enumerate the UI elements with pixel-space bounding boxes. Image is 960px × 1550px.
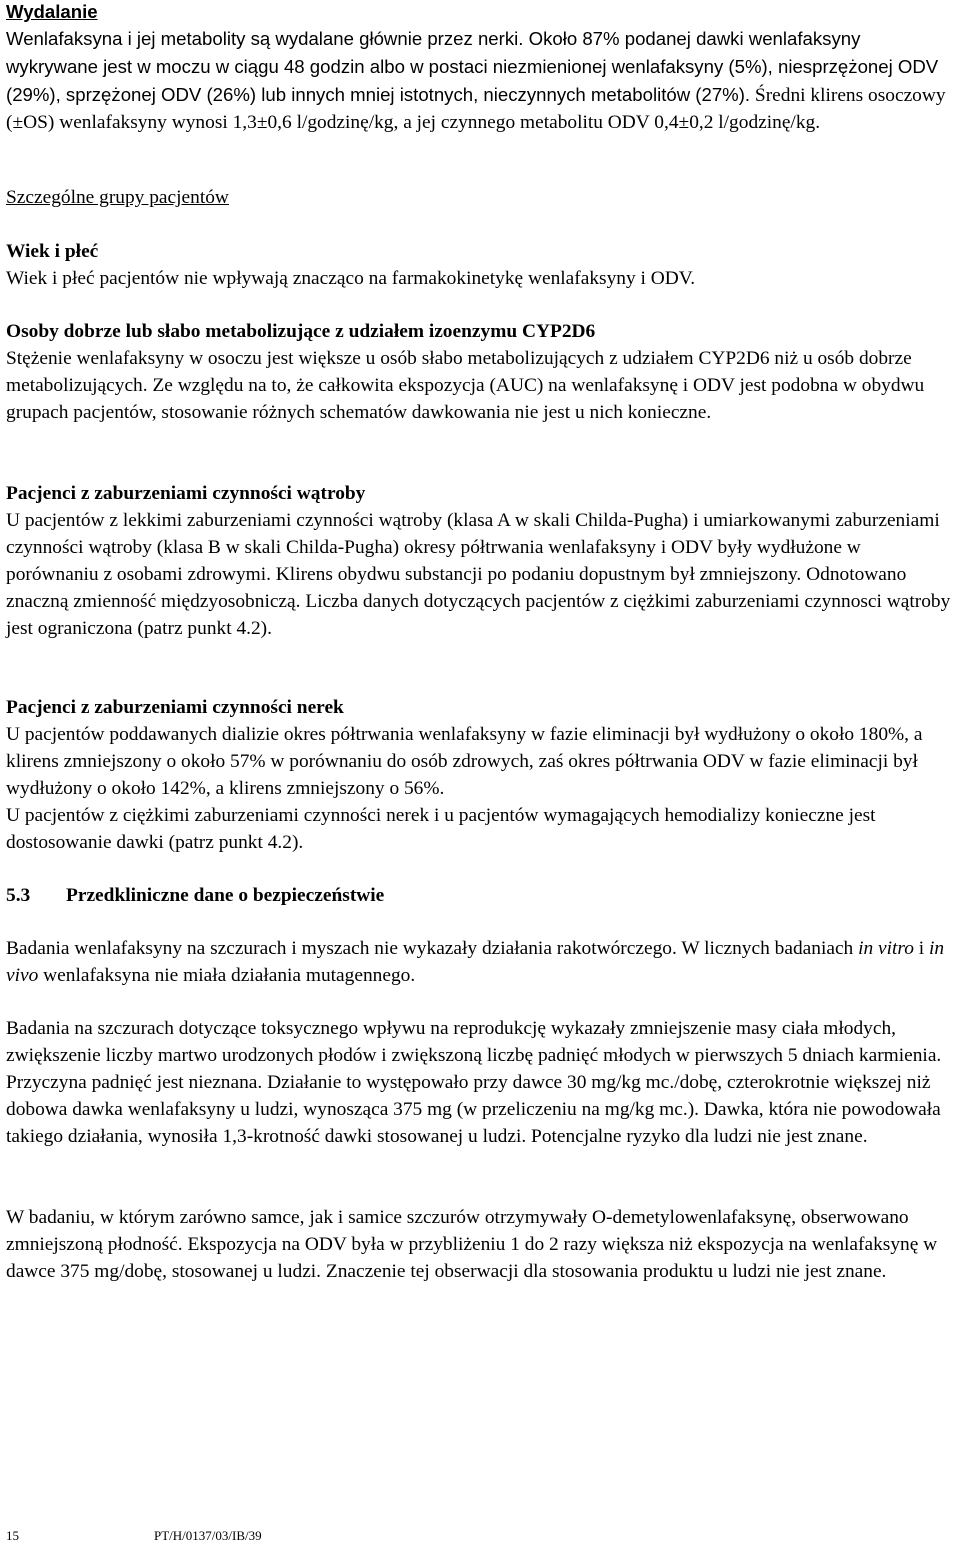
nerki-heading: Pacjenci z zaburzeniami czynności nerek: [6, 697, 344, 718]
osoby-heading: Osoby dobrze lub słabo metabolizujące z udziałem izoenzymu CYP2D6: [6, 321, 596, 342]
in-vitro-term: in vitro: [858, 938, 914, 959]
page-number: 15: [6, 1528, 19, 1543]
szczegolne-section: [6, 184, 956, 211]
nerki-text-1: U pacjentów poddawanych dializie okres półtrwania wenlafaksyny w fazie eliminacji był wydłużony o około 180%, a klirens zmniejszony o około 57% w porównaniu do osób zdrowych, zaś okres półtrwania ODV w fazie eliminacji był wydłużony o około 142%, a klirens zmniejszony o 56%.: [6, 724, 923, 800]
document-code: PT/H/0137/03/IB/39: [154, 1528, 262, 1543]
paragraph-1: [6, 935, 956, 989]
nerki-section: [6, 694, 956, 857]
wydalanie-text-sans: Wenlafaksyna i jej metabolity są wydalane głównie przez nerki. Około 87% podanej dawki wenlafaksyny wykrywane jest w moczu w ciągu 48 godzin albo w postaci niezmienionej wenlafaksyny (5%), niesprzężonej ODV (29%), sprzężonej ODV (26%) lub innych mniej istotnych, nieczynnych metabolitów (27%).: [6, 28, 939, 106]
section-number: 5.3: [6, 885, 31, 906]
paragraph-3-text: W badaniu, w którym zarówno samce, jak i samice szczurów otrzymywały O-demetylowenlafaksynę, obserwowano zmniejszoną płodność. Ekspozycja na ODV była w przybliżeniu 1 do 2 razy większa niż ekspozycja na wenlafaksynę w dawce 375 mg/dobę, stosowanej u ludzi. Znaczenie tej obserwacji dla stosowania produktu u ludzi nie jest znane.: [6, 1207, 938, 1283]
wiek-text: Wiek i płeć pacjentów nie wpływają znacząco na farmakokinetykę wenlafaksyny i ODV.: [6, 268, 696, 290]
section-5-3-heading: [6, 882, 956, 909]
wydalanie-heading: Wydalanie: [6, 1, 98, 22]
paragraph-2: [6, 1015, 956, 1150]
paragraph-2-text: Badania na szczurach dotyczące toksycznego wpływu na reprodukcję wykazały zmniejszenie masy ciała młodych, zwiększenie liczby martwo urodzonych płodów i zwiększoną liczbę padnięć młodych w pierwszych 5 dniach karmienia. Przyczyna padnięć jest nieznana. Działanie to występowało przy dawce 30 mg/kg mc./dobę, czterokrotnie większej niż dobowa dawka wenlafaksyny u ludzi, wynosząca 375 mg (w przeliczeniu na mg/kg mc.). Dawka, która nie powodowała takiego działania, wynosiła 1,3-krotność dawki stosowanej u ludzi. Potencjalne ryzyko dla ludzi nie jest znane.: [6, 1018, 942, 1148]
paragraph-1-text-c: wenlafaksyna nie miała działania mutagennego.: [38, 965, 416, 987]
nerki-text-2: U pacjentów z ciężkimi zaburzeniami czynności nerek i u pacjentów wymagających hemodializy konieczne jest dostosowanie dawki (patrz punkt 4.2).: [6, 805, 876, 854]
szczegolne-heading: Szczególne grupy pacjentów: [6, 187, 229, 208]
paragraph-1-text-a: Badania wenlafaksyny na szczurach i myszach nie wykazały działania rakotwórczego. W licznych badaniach: [6, 938, 859, 959]
wiek-heading: Wiek i płeć: [6, 241, 99, 262]
wydalanie-text-serif: Średni klirens osoczowy (±OS) wenlafaksyny wynosi 1,3±0,6 l/godzinę/kg, a jej czynnego metabolitu ODV 0,4±0,2 l/godzinę/kg.: [6, 85, 946, 134]
paragraph-1-text-b: i: [913, 938, 930, 959]
osoby-text: Stężenie wenlafaksyny w osoczu jest większe u osób słabo metabolizujących z udziałem CYP2D6 niż u osób dobrze metabolizujących. Ze względu na to, że całkowita ekspozycja (AUC) na wenlafaksynę i ODV jest podobna w obydwu grupach pacjentów, stosowanie różnych schematów dawkowania nie jest u nich konieczne.: [6, 348, 925, 424]
watroba-text: U pacjentów z lekkimi zaburzeniami czynności wątroby (klasa A w skali Childa-Pugha) i umiarkowanymi zaburzeniami czynności wątroby (klasa B w skali Childa-Pugha) okresy półtrwania wenlafaksyny i ODV były wydłużone w porównaniu z osobami zdrowymi. Klirens obydwu substancji po podaniu dopustnym był zmniejszony. Odnotowano znaczną zmienność międzyosobniczą. Liczba danych dotyczących pacjentów z ciężkimi zaburzeniami czynnosci wątroby jest ograniczona (patrz punkt 4.2).: [6, 510, 951, 640]
wydalanie-section: [6, 0, 956, 136]
wydalanie-paragraph: [6, 25, 956, 136]
wiek-section: [6, 238, 956, 292]
in-vivo-term: in vivo: [6, 938, 945, 987]
paragraph-3: [6, 1204, 956, 1285]
watroba-heading: Pacjenci z zaburzeniami czynności wątroby: [6, 483, 366, 504]
section-title: Przedkliniczne dane o bezpieczeństwie: [66, 885, 385, 906]
osoby-section: [6, 318, 956, 426]
watroba-section: [6, 480, 956, 643]
